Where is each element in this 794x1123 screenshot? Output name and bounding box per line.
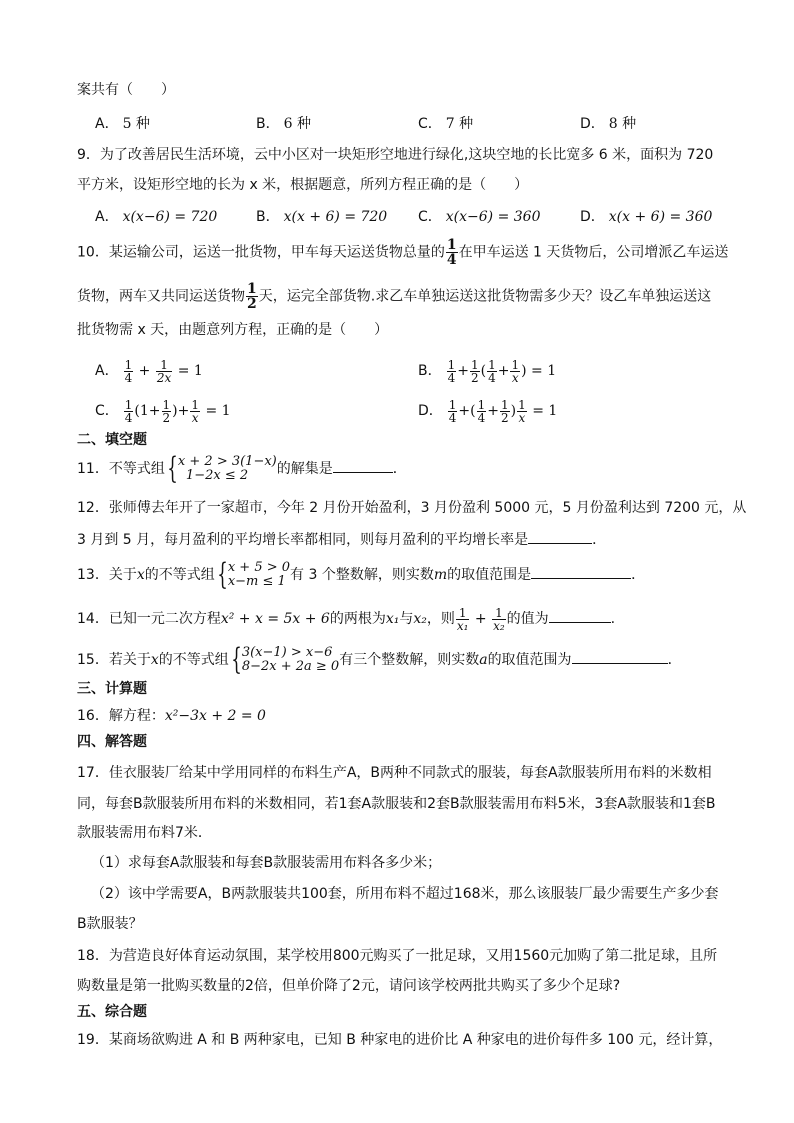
- q9-option-d[interactable]: D． x(x + 6) = 360: [580, 209, 713, 225]
- q8-option-c[interactable]: C． 7 种: [418, 116, 474, 132]
- q10-option-a[interactable]: A． $\frac{1}{4}$ + $\frac{1}{2x}$ = 1: [95, 357, 203, 385]
- q9-line2: 平方米，设矩形空地的长为 x 米，根据题意，所列方程正确的是（ ）: [77, 177, 529, 193]
- q17-sub2-line2: B款服装？: [77, 916, 143, 932]
- q9-option-a[interactable]: A． x(x−6) = 720: [95, 209, 218, 225]
- q10-fraction-quarter: $\frac{1}{4}$: [446, 237, 457, 268]
- q13: 13．关于x的不等式组{ x + 5 > 0 x−m ≤ 1 有 3 个整数解，则实数m的取值范围是 ．: [77, 557, 646, 592]
- q10-line1: 10．某运输公司，运送一批货物，甲车每天运送货物总量的 $\frac{1}{4}$ 在甲车运送 1 天货物后，公司增派乙车运送: [77, 237, 729, 268]
- q18-line1: 18．为营造良好体育运动氛围，某学校用800元购买了一批足球，又用1560元加购了第二批足球，且所: [77, 948, 718, 964]
- q8-options: [0, 113, 794, 133]
- q17-sub1: （1）求每套A款服装和每套B款服装需用布料各多少米；: [91, 855, 442, 871]
- q17-line2: 同，每套B款服装所用布料的米数相同，若1套A款服装和2套B款服装需用布料5米，3套A款服装和1套B: [77, 796, 716, 812]
- section-fill-in-blank: 二、填空题: [77, 432, 147, 448]
- q14: 14．已知一元二次方程x² + x = 5x + 6的两根为x₁与x₂，则 $\frac{1}{\text{x₁}}$ + $\frac{1}{\text{x₂}}$ 的值为 .: [77, 605, 616, 633]
- q13-answer-blank[interactable]: [531, 564, 631, 579]
- section-answer: 四、解答题: [77, 734, 147, 750]
- q8-tail: 案共有（ ）: [77, 82, 175, 98]
- q19-line1: 19．某商场欲购进 A 和 B 两种家电，已知 B 种家电的进价比 A 种家电的进价每件多 100 元，经计算，: [77, 1032, 723, 1048]
- q12-line2: 3 月到 5 月，每月盈利的平均增长率都相同，则每月盈利的平均增长率是 ．: [77, 529, 750, 550]
- q9-line1: 9．为了改善居民生活环境，云中小区对一块矩形空地进行绿化,这块空地的长比宽多 6 米，面积为 720: [77, 147, 714, 163]
- q10-line2: 货物，两车又共同运送货物 $\frac{1}{2}$ 天，运完全部货物.求乙车单独运送这批货物需多少天？设乙车单独运送这: [77, 281, 712, 312]
- q8-option-a[interactable]: A． 5 种: [95, 116, 150, 132]
- q16: 16．解方程：x²−3x + 2 = 0: [77, 708, 266, 724]
- q11: 11．不等式组{ x + 2 > 3(1−x) 1−2x ≤ 2 的解集是 ．: [77, 451, 407, 486]
- q15-answer-blank[interactable]: [572, 649, 668, 664]
- q9-option-b[interactable]: B． x(x + 6) = 720: [256, 209, 388, 225]
- q10-option-b[interactable]: B． $\frac{1}{4}$ + $\frac{1}{2}$ ( $\frac{1}{4}$ + $\frac{1}{x}$ ) = 1: [418, 357, 557, 385]
- q9-options: [0, 206, 794, 226]
- section-calculation: 三、计算题: [77, 681, 147, 697]
- q9-option-c[interactable]: C． x(x−6) = 360: [418, 209, 541, 225]
- q17-line1: 17．佳衣服装厂给某中学用同样的布料生产A，B两种不同款式的服装，每套A款服装所用布料的米数相: [77, 765, 712, 781]
- brace-icon: {: [231, 642, 242, 677]
- q10-option-c[interactable]: C． $\frac{1}{4}$ (1+ $\frac{1}{2}$ )+ $\frac{1}{x}$ = 1: [95, 397, 231, 425]
- q11-system: x + 2 > 3(1−x) 1−2x ≤ 2: [177, 454, 277, 483]
- q10-fraction-half: $\frac{1}{2}$: [247, 281, 257, 312]
- q10-option-d[interactable]: D． $\frac{1}{4}$ +( $\frac{1}{4}$ + $\frac{1}{2}$ ) $\frac{1}{x}$ = 1: [418, 397, 558, 425]
- q11-answer-blank[interactable]: [333, 458, 393, 473]
- q12-line1: 12．张师傅去年开了一家超市，今年 2 月份开始盈利，3 月份盈利 5000 元，5 月份盈利达到 7200 元，从: [77, 500, 747, 516]
- q13-system: x + 5 > 0 x−m ≤ 1: [227, 560, 291, 589]
- q10-options-row1: [0, 357, 794, 385]
- brace-icon: {: [167, 451, 178, 486]
- brace-icon: {: [217, 557, 228, 592]
- q17-sub2-line1: （2）该中学需要A，B两款服装共100套，所用布料不超过168米，那么该服装厂最少需要生产多少套: [91, 886, 719, 902]
- q10-line3: 批货物需 x 天，由题意列方程，正确的是（ ）: [77, 322, 389, 338]
- section-comprehensive: 五、综合题: [77, 1004, 147, 1020]
- q12-answer-blank[interactable]: [528, 529, 592, 544]
- q17-line3: 款服装需用布料7米．: [77, 825, 212, 841]
- q10-options-row2: [0, 397, 794, 425]
- q8-option-d[interactable]: D． 8 种: [580, 116, 637, 132]
- q15: 15．若关于x的不等式组{ 3(x−1) > x−6 8−2x + 2a ≥ 0 有三个整数解，则实数a的取值范围为 ．: [77, 642, 682, 677]
- q18-line2: 购数量是第一批购买数量的2倍，但单价降了2元，请问该学校两批共购买了多少个足球?: [77, 978, 621, 994]
- q8-option-b[interactable]: B． 6 种: [256, 116, 311, 132]
- q14-answer-blank[interactable]: [549, 608, 611, 623]
- q15-system: 3(x−1) > x−6 8−2x + 2a ≥ 0: [241, 645, 340, 674]
